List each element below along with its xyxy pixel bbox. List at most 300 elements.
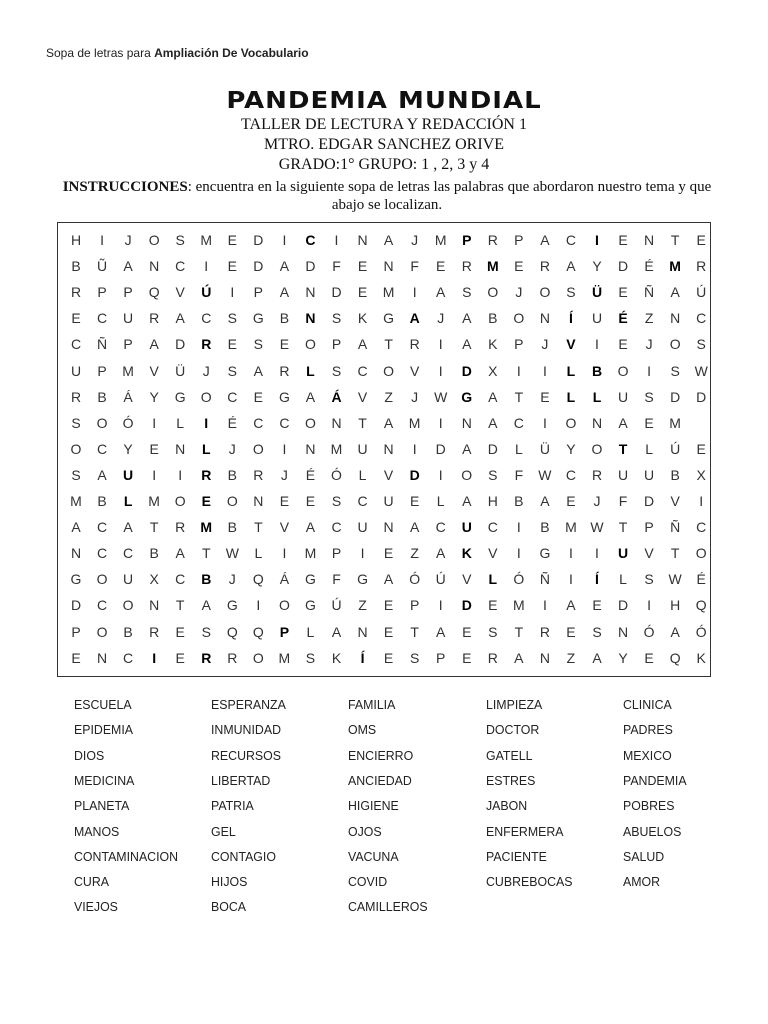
grid-letter[interactable]: N (357, 232, 368, 248)
grid-letter[interactable]: L (619, 571, 627, 588)
grid-letter[interactable]: D (253, 258, 264, 275)
grid-letter[interactable]: M (200, 519, 213, 536)
grid-letter[interactable]: P (71, 623, 81, 640)
grid-letter[interactable]: E (514, 258, 524, 275)
grid-letter[interactable]: G (174, 388, 186, 405)
grid-letter[interactable]: Ó (695, 623, 707, 640)
grid-letter[interactable]: U (617, 466, 629, 483)
grid-letter[interactable]: Y (123, 440, 133, 457)
grid-letter[interactable]: C (96, 545, 108, 562)
grid-letter[interactable]: A (97, 466, 107, 483)
grid-letter[interactable]: N (149, 597, 160, 614)
grid-letter[interactable]: Á (331, 388, 342, 405)
grid-letter[interactable]: D (175, 336, 186, 353)
grid-letter[interactable]: U (123, 310, 134, 327)
grid-letter[interactable]: C (513, 414, 524, 431)
grid-letter[interactable]: R (696, 258, 707, 275)
grid-letter[interactable]: E (696, 440, 706, 457)
grid-letter[interactable]: F (514, 466, 524, 483)
grid-letter[interactable]: G (539, 545, 551, 562)
grid-letter[interactable]: D (435, 440, 446, 457)
grid-letter[interactable]: T (201, 545, 211, 562)
grid-letter[interactable]: J (411, 232, 419, 248)
grid-letter[interactable]: C (96, 440, 108, 457)
grid-letter[interactable]: V (462, 571, 472, 588)
grid-letter[interactable]: E (383, 649, 394, 666)
grid-letter[interactable]: G (304, 571, 316, 588)
grid-letter[interactable]: E (357, 258, 368, 275)
grid-letter[interactable]: Ú (696, 284, 707, 301)
grid-letter[interactable]: P (331, 336, 342, 353)
grid-letter[interactable]: A (670, 623, 680, 640)
grid-letter[interactable]: X (488, 362, 498, 379)
grid-letter[interactable]: S (592, 623, 602, 640)
grid-letter[interactable]: C (357, 493, 368, 509)
grid-letter[interactable]: Q (669, 649, 681, 666)
grid-letter[interactable]: L (201, 440, 211, 457)
grid-letter[interactable]: T (384, 336, 393, 353)
grid-letter[interactable]: A (436, 284, 446, 301)
grid-letter[interactable]: A (514, 649, 524, 666)
grid-letter[interactable]: Í (360, 649, 365, 666)
grid-letter[interactable]: F (618, 493, 628, 509)
grid-letter[interactable]: E (566, 623, 576, 640)
grid-letter[interactable]: B (488, 310, 498, 327)
grid-letter[interactable]: T (149, 519, 159, 536)
grid-letter[interactable]: M (330, 440, 343, 457)
grid-letter[interactable]: B (227, 466, 237, 483)
grid-letter[interactable]: Í (568, 310, 573, 327)
grid-letter[interactable]: U (357, 519, 368, 536)
grid-letter[interactable]: I (438, 414, 443, 431)
grid-letter[interactable]: O (565, 414, 577, 431)
grid-letter[interactable]: N (539, 649, 550, 666)
grid-letter[interactable]: N (175, 440, 186, 457)
grid-letter[interactable]: I (542, 362, 547, 379)
grid-letter[interactable]: L (358, 466, 367, 483)
grid-letter[interactable]: É (644, 258, 654, 275)
grid-letter[interactable]: R (539, 258, 550, 275)
grid-letter[interactable]: I (178, 466, 183, 483)
grid-letter[interactable]: R (487, 649, 498, 666)
grid-letter[interactable]: C (279, 414, 290, 431)
grid-letter[interactable]: A (436, 623, 446, 640)
grid-letter[interactable]: P (644, 519, 654, 536)
grid-letter[interactable]: D (305, 258, 316, 275)
grid-letter[interactable]: I (100, 232, 104, 248)
grid-letter[interactable]: É (696, 571, 706, 588)
grid-letter[interactable]: E (253, 388, 264, 405)
grid-letter[interactable]: K (461, 545, 472, 562)
grid-letter[interactable]: W (668, 571, 682, 588)
grid-letter[interactable]: U (644, 466, 655, 483)
grid-letter[interactable]: N (383, 258, 394, 275)
grid-letter[interactable]: L (514, 440, 523, 457)
grid-letter[interactable]: P (514, 232, 524, 248)
grid-letter[interactable]: P (331, 545, 342, 562)
grid-letter[interactable]: G (70, 571, 82, 588)
grid-letter[interactable]: Z (410, 545, 419, 562)
grid-letter[interactable]: C (696, 310, 707, 327)
grid-letter[interactable]: S (409, 649, 420, 666)
grid-letter[interactable]: E (618, 336, 628, 353)
grid-letter[interactable]: S (253, 336, 264, 353)
grid-letter[interactable]: V (357, 388, 368, 405)
grid-letter[interactable]: N (357, 623, 368, 640)
grid-letter[interactable]: Ñ (644, 284, 655, 301)
grid-letter[interactable]: Z (644, 310, 654, 327)
grid-letter[interactable]: S (462, 284, 472, 301)
grid-letter[interactable]: N (670, 310, 681, 327)
grid-letter[interactable]: E (279, 493, 290, 509)
grid-letter[interactable]: E (227, 336, 237, 353)
grid-letter[interactable]: É (227, 414, 237, 431)
grid-letter[interactable]: O (487, 284, 499, 301)
grid-letter[interactable]: U (461, 519, 472, 536)
grid-letter[interactable]: G (252, 310, 264, 327)
grid-letter[interactable]: A (670, 284, 680, 301)
grid-letter[interactable]: E (488, 597, 498, 614)
grid-letter[interactable]: Á (123, 388, 133, 405)
grid-letter[interactable]: C (305, 232, 316, 248)
grid-letter[interactable]: R (201, 649, 212, 666)
grid-letter[interactable]: K (488, 336, 498, 353)
grid-letter[interactable]: N (383, 440, 394, 457)
grid-letter[interactable]: U (383, 493, 394, 509)
grid-letter[interactable]: U (617, 545, 629, 562)
grid-letter[interactable]: B (201, 571, 212, 588)
grid-letter[interactable]: M (669, 258, 681, 275)
grid-letter[interactable]: E (592, 597, 602, 614)
grid-letter[interactable]: Ó (643, 623, 655, 640)
grid-letter[interactable]: A (383, 232, 394, 248)
grid-letter[interactable]: M (304, 545, 317, 562)
grid-letter[interactable]: R (149, 623, 160, 640)
grid-letter[interactable]: Ó (331, 466, 342, 483)
grid-letter[interactable]: I (647, 362, 652, 379)
grid-letter[interactable]: N (253, 493, 264, 509)
grid-letter[interactable]: Q (252, 571, 264, 588)
grid-letter[interactable]: P (514, 336, 524, 353)
grid-letter[interactable]: X (696, 466, 706, 483)
grid-letter[interactable]: E (71, 310, 81, 327)
grid-letter[interactable]: N (617, 623, 629, 640)
grid-letter[interactable]: N (591, 414, 603, 431)
grid-letter[interactable]: L (566, 388, 576, 405)
grid-letter[interactable]: D (696, 388, 707, 405)
grid-letter[interactable]: P (123, 336, 133, 353)
grid-letter[interactable]: O (174, 493, 186, 509)
grid-letter[interactable]: R (539, 623, 550, 640)
grid-letter[interactable]: A (383, 571, 394, 588)
grid-letter[interactable]: O (200, 388, 212, 405)
grid-letter[interactable]: M (669, 414, 681, 431)
grid-letter[interactable]: S (696, 336, 706, 353)
grid-letter[interactable]: I (438, 362, 443, 379)
grid-letter[interactable]: Á (279, 571, 290, 588)
grid-letter[interactable]: Z (358, 597, 367, 614)
grid-letter[interactable]: E (305, 493, 316, 509)
grid-letter[interactable]: S (488, 466, 498, 483)
grid-letter[interactable]: N (383, 519, 394, 536)
grid-letter[interactable]: Ó (513, 571, 525, 588)
grid-letter[interactable]: V (566, 336, 576, 353)
grid-letter[interactable]: V (670, 493, 680, 509)
grid-letter[interactable]: C (96, 597, 108, 614)
grid-letter[interactable]: A (462, 336, 472, 353)
grid-letter[interactable]: R (409, 336, 420, 353)
grid-letter[interactable]: Í (595, 571, 599, 588)
grid-letter[interactable]: O (513, 310, 525, 327)
grid-letter[interactable]: Ú (201, 284, 212, 301)
grid-letter[interactable]: A (71, 519, 81, 536)
grid-letter[interactable]: V (409, 362, 420, 379)
grid-letter[interactable]: I (230, 284, 235, 301)
grid-letter[interactable]: P (409, 597, 420, 614)
grid-letter[interactable]: I (412, 440, 417, 457)
grid-letter[interactable]: R (461, 258, 472, 275)
grid-letter[interactable]: F (332, 258, 341, 275)
grid-letter[interactable]: E (383, 545, 394, 562)
grid-letter[interactable]: E (566, 493, 576, 509)
grid-letter[interactable]: E (409, 493, 420, 509)
grid-letter[interactable]: É (618, 310, 628, 327)
grid-letter[interactable]: I (438, 466, 443, 483)
grid-letter[interactable]: O (383, 362, 395, 379)
grid-letter[interactable]: X (149, 571, 159, 588)
grid-letter[interactable]: C (357, 362, 368, 379)
grid-letter[interactable]: S (331, 310, 342, 327)
grid-letter[interactable]: O (96, 623, 108, 640)
grid-letter[interactable]: T (175, 597, 185, 614)
grid-letter[interactable]: U (123, 466, 134, 483)
grid-letter[interactable]: P (436, 649, 446, 666)
grid-letter[interactable]: J (280, 466, 288, 483)
grid-letter[interactable]: U (617, 388, 629, 405)
grid-letter[interactable]: L (566, 362, 576, 379)
grid-letter[interactable]: S (71, 466, 81, 483)
grid-letter[interactable]: G (383, 310, 395, 327)
grid-letter[interactable]: I (152, 649, 157, 666)
grid-letter[interactable]: O (539, 284, 551, 301)
grid-letter[interactable]: O (252, 649, 264, 666)
grid-letter[interactable]: I (699, 493, 704, 509)
grid-letter[interactable]: O (122, 597, 134, 614)
grid-letter[interactable]: I (542, 597, 547, 614)
grid-letter[interactable]: D (409, 466, 420, 483)
grid-letter[interactable]: Q (252, 623, 264, 640)
grid-letter[interactable]: C (96, 310, 108, 327)
grid-letter[interactable]: E (149, 440, 159, 457)
grid-letter[interactable]: F (332, 571, 341, 588)
grid-letter[interactable]: V (175, 284, 185, 301)
grid-letter[interactable]: Y (566, 440, 576, 457)
grid-letter[interactable]: Y (618, 649, 628, 666)
grid-letter[interactable]: S (644, 571, 654, 588)
grid-letter[interactable]: É (305, 466, 316, 483)
grid-letter[interactable]: Ñ (539, 571, 550, 588)
grid-letter[interactable]: I (360, 545, 365, 562)
grid-letter[interactable]: P (279, 623, 290, 640)
grid-letter[interactable]: J (202, 362, 210, 379)
grid-letter[interactable]: R (201, 466, 212, 483)
grid-letter[interactable]: A (409, 519, 420, 536)
grid-letter[interactable]: O (278, 597, 290, 614)
grid-letter[interactable]: I (647, 597, 652, 614)
grid-letter[interactable]: J (515, 284, 523, 301)
grid-letter[interactable]: I (595, 336, 599, 353)
grid-letter[interactable]: Ũ (96, 258, 108, 275)
grid-letter[interactable]: U (591, 310, 603, 327)
grid-letter[interactable]: L (592, 388, 602, 405)
grid-letter[interactable]: C (175, 258, 186, 275)
grid-letter[interactable]: I (542, 414, 547, 431)
grid-letter[interactable]: Q (148, 284, 160, 301)
grid-letter[interactable]: M (278, 649, 291, 666)
grid-letter[interactable]: A (123, 519, 133, 536)
grid-letter[interactable]: B (149, 545, 159, 562)
grid-letter[interactable]: L (123, 493, 133, 509)
grid-letter[interactable]: P (462, 232, 472, 248)
grid-letter[interactable]: A (462, 310, 472, 327)
grid-letter[interactable]: M (565, 519, 577, 536)
grid-letter[interactable]: O (304, 336, 316, 353)
grid-letter[interactable]: O (96, 571, 108, 588)
grid-letter[interactable]: E (175, 649, 185, 666)
grid-letter[interactable]: D (461, 597, 472, 614)
grid-letter[interactable]: H (670, 597, 681, 614)
grid-letter[interactable]: L (306, 362, 315, 379)
grid-letter[interactable]: A (436, 545, 446, 562)
grid-letter[interactable]: R (201, 336, 212, 353)
grid-letter[interactable]: I (595, 545, 599, 562)
grid-letter[interactable]: G (278, 388, 290, 405)
grid-letter[interactable]: M (122, 362, 134, 379)
grid-letter[interactable]: L (176, 414, 185, 431)
grid-letter[interactable]: D (617, 597, 629, 614)
grid-letter[interactable]: C (253, 414, 264, 431)
grid-letter[interactable]: O (669, 336, 681, 353)
grid-letter[interactable]: K (357, 310, 368, 327)
grid-letter[interactable]: P (123, 284, 133, 301)
grid-letter[interactable]: N (305, 440, 316, 457)
grid-letter[interactable]: I (282, 232, 287, 248)
grid-letter[interactable]: A (488, 388, 498, 405)
grid-letter[interactable]: Ú (670, 440, 681, 457)
grid-letter[interactable]: A (253, 362, 264, 379)
grid-letter[interactable]: W (590, 519, 604, 536)
grid-letter[interactable]: R (279, 362, 290, 379)
grid-letter[interactable]: A (618, 414, 628, 431)
grid-letter[interactable]: E (696, 232, 706, 248)
grid-letter[interactable]: C (70, 336, 82, 353)
grid-letter[interactable]: A (566, 597, 576, 614)
grid-letter[interactable]: D (461, 362, 472, 379)
grid-letter[interactable]: C (487, 519, 498, 536)
grid-letter[interactable]: O (148, 232, 160, 248)
grid-letter[interactable]: A (279, 284, 290, 301)
grid-letter[interactable]: J (593, 493, 601, 509)
grid-letter[interactable]: R (487, 232, 498, 248)
grid-letter[interactable]: D (644, 493, 655, 509)
grid-letter[interactable]: L (436, 493, 445, 509)
grid-letter[interactable]: C (201, 310, 212, 327)
grid-letter[interactable]: T (514, 623, 524, 640)
grid-letter[interactable]: Ú (435, 571, 446, 588)
grid-letter[interactable]: A (462, 493, 472, 509)
grid-letter[interactable]: J (411, 388, 419, 405)
grid-letter[interactable]: O (695, 545, 707, 562)
grid-letter[interactable]: A (592, 649, 602, 666)
grid-letter[interactable]: C (696, 519, 707, 536)
grid-letter[interactable]: A (305, 388, 316, 405)
grid-letter[interactable]: I (438, 597, 443, 614)
grid-letter[interactable]: C (175, 571, 186, 588)
grid-letter[interactable]: E (644, 649, 654, 666)
grid-letter[interactable]: Ü (539, 440, 550, 457)
grid-letter[interactable]: D (670, 388, 681, 405)
grid-letter[interactable]: S (227, 310, 237, 327)
grid-letter[interactable]: E (436, 258, 446, 275)
grid-letter[interactable]: B (670, 466, 680, 483)
grid-letter[interactable]: W (694, 362, 708, 379)
grid-letter[interactable]: O (70, 440, 82, 457)
grid-letter[interactable]: I (595, 232, 599, 248)
grid-letter[interactable]: O (617, 362, 629, 379)
grid-letter[interactable]: N (149, 258, 160, 275)
grid-letter[interactable]: L (254, 545, 263, 562)
grid-letter[interactable]: N (305, 310, 316, 327)
grid-letter[interactable]: Ó (122, 414, 134, 431)
grid-letter[interactable]: I (256, 597, 261, 614)
grid-letter[interactable]: I (412, 284, 417, 301)
grid-letter[interactable]: I (204, 258, 209, 275)
grid-letter[interactable]: D (331, 284, 342, 301)
grid-letter[interactable]: A (383, 414, 394, 431)
grid-letter[interactable]: O (96, 414, 108, 431)
grid-letter[interactable]: O (304, 414, 316, 431)
grid-letter[interactable]: R (70, 284, 82, 301)
grid-letter[interactable]: T (618, 519, 628, 536)
grid-letter[interactable]: O (226, 493, 238, 509)
grid-letter[interactable]: C (331, 519, 342, 536)
grid-letter[interactable]: A (409, 310, 420, 327)
grid-letter[interactable]: E (618, 284, 628, 301)
grid-letter[interactable]: V (383, 466, 394, 483)
grid-letter[interactable]: J (437, 310, 445, 327)
grid-letter[interactable]: Ó (409, 571, 421, 588)
grid-letter[interactable]: E (71, 649, 81, 666)
grid-letter[interactable]: C (227, 388, 238, 405)
grid-letter[interactable]: U (70, 362, 82, 379)
grid-letter[interactable]: T (514, 388, 524, 405)
grid-letter[interactable]: P (97, 284, 107, 301)
grid-letter[interactable]: C (123, 545, 134, 562)
grid-letter[interactable]: I (516, 519, 521, 536)
grid-letter[interactable]: W (434, 388, 448, 405)
grid-letter[interactable]: Ñ (96, 336, 108, 353)
grid-letter[interactable]: I (516, 545, 521, 562)
grid-letter[interactable]: T (410, 623, 419, 640)
grid-letter[interactable]: E (279, 336, 290, 353)
grid-letter[interactable]: A (305, 519, 316, 536)
grid-letter[interactable]: I (282, 545, 287, 562)
grid-letter[interactable]: E (227, 232, 237, 248)
grid-letter[interactable]: I (152, 466, 157, 483)
grid-letter[interactable]: I (568, 571, 573, 588)
grid-letter[interactable]: J (541, 336, 549, 353)
grid-letter[interactable]: B (71, 258, 81, 275)
